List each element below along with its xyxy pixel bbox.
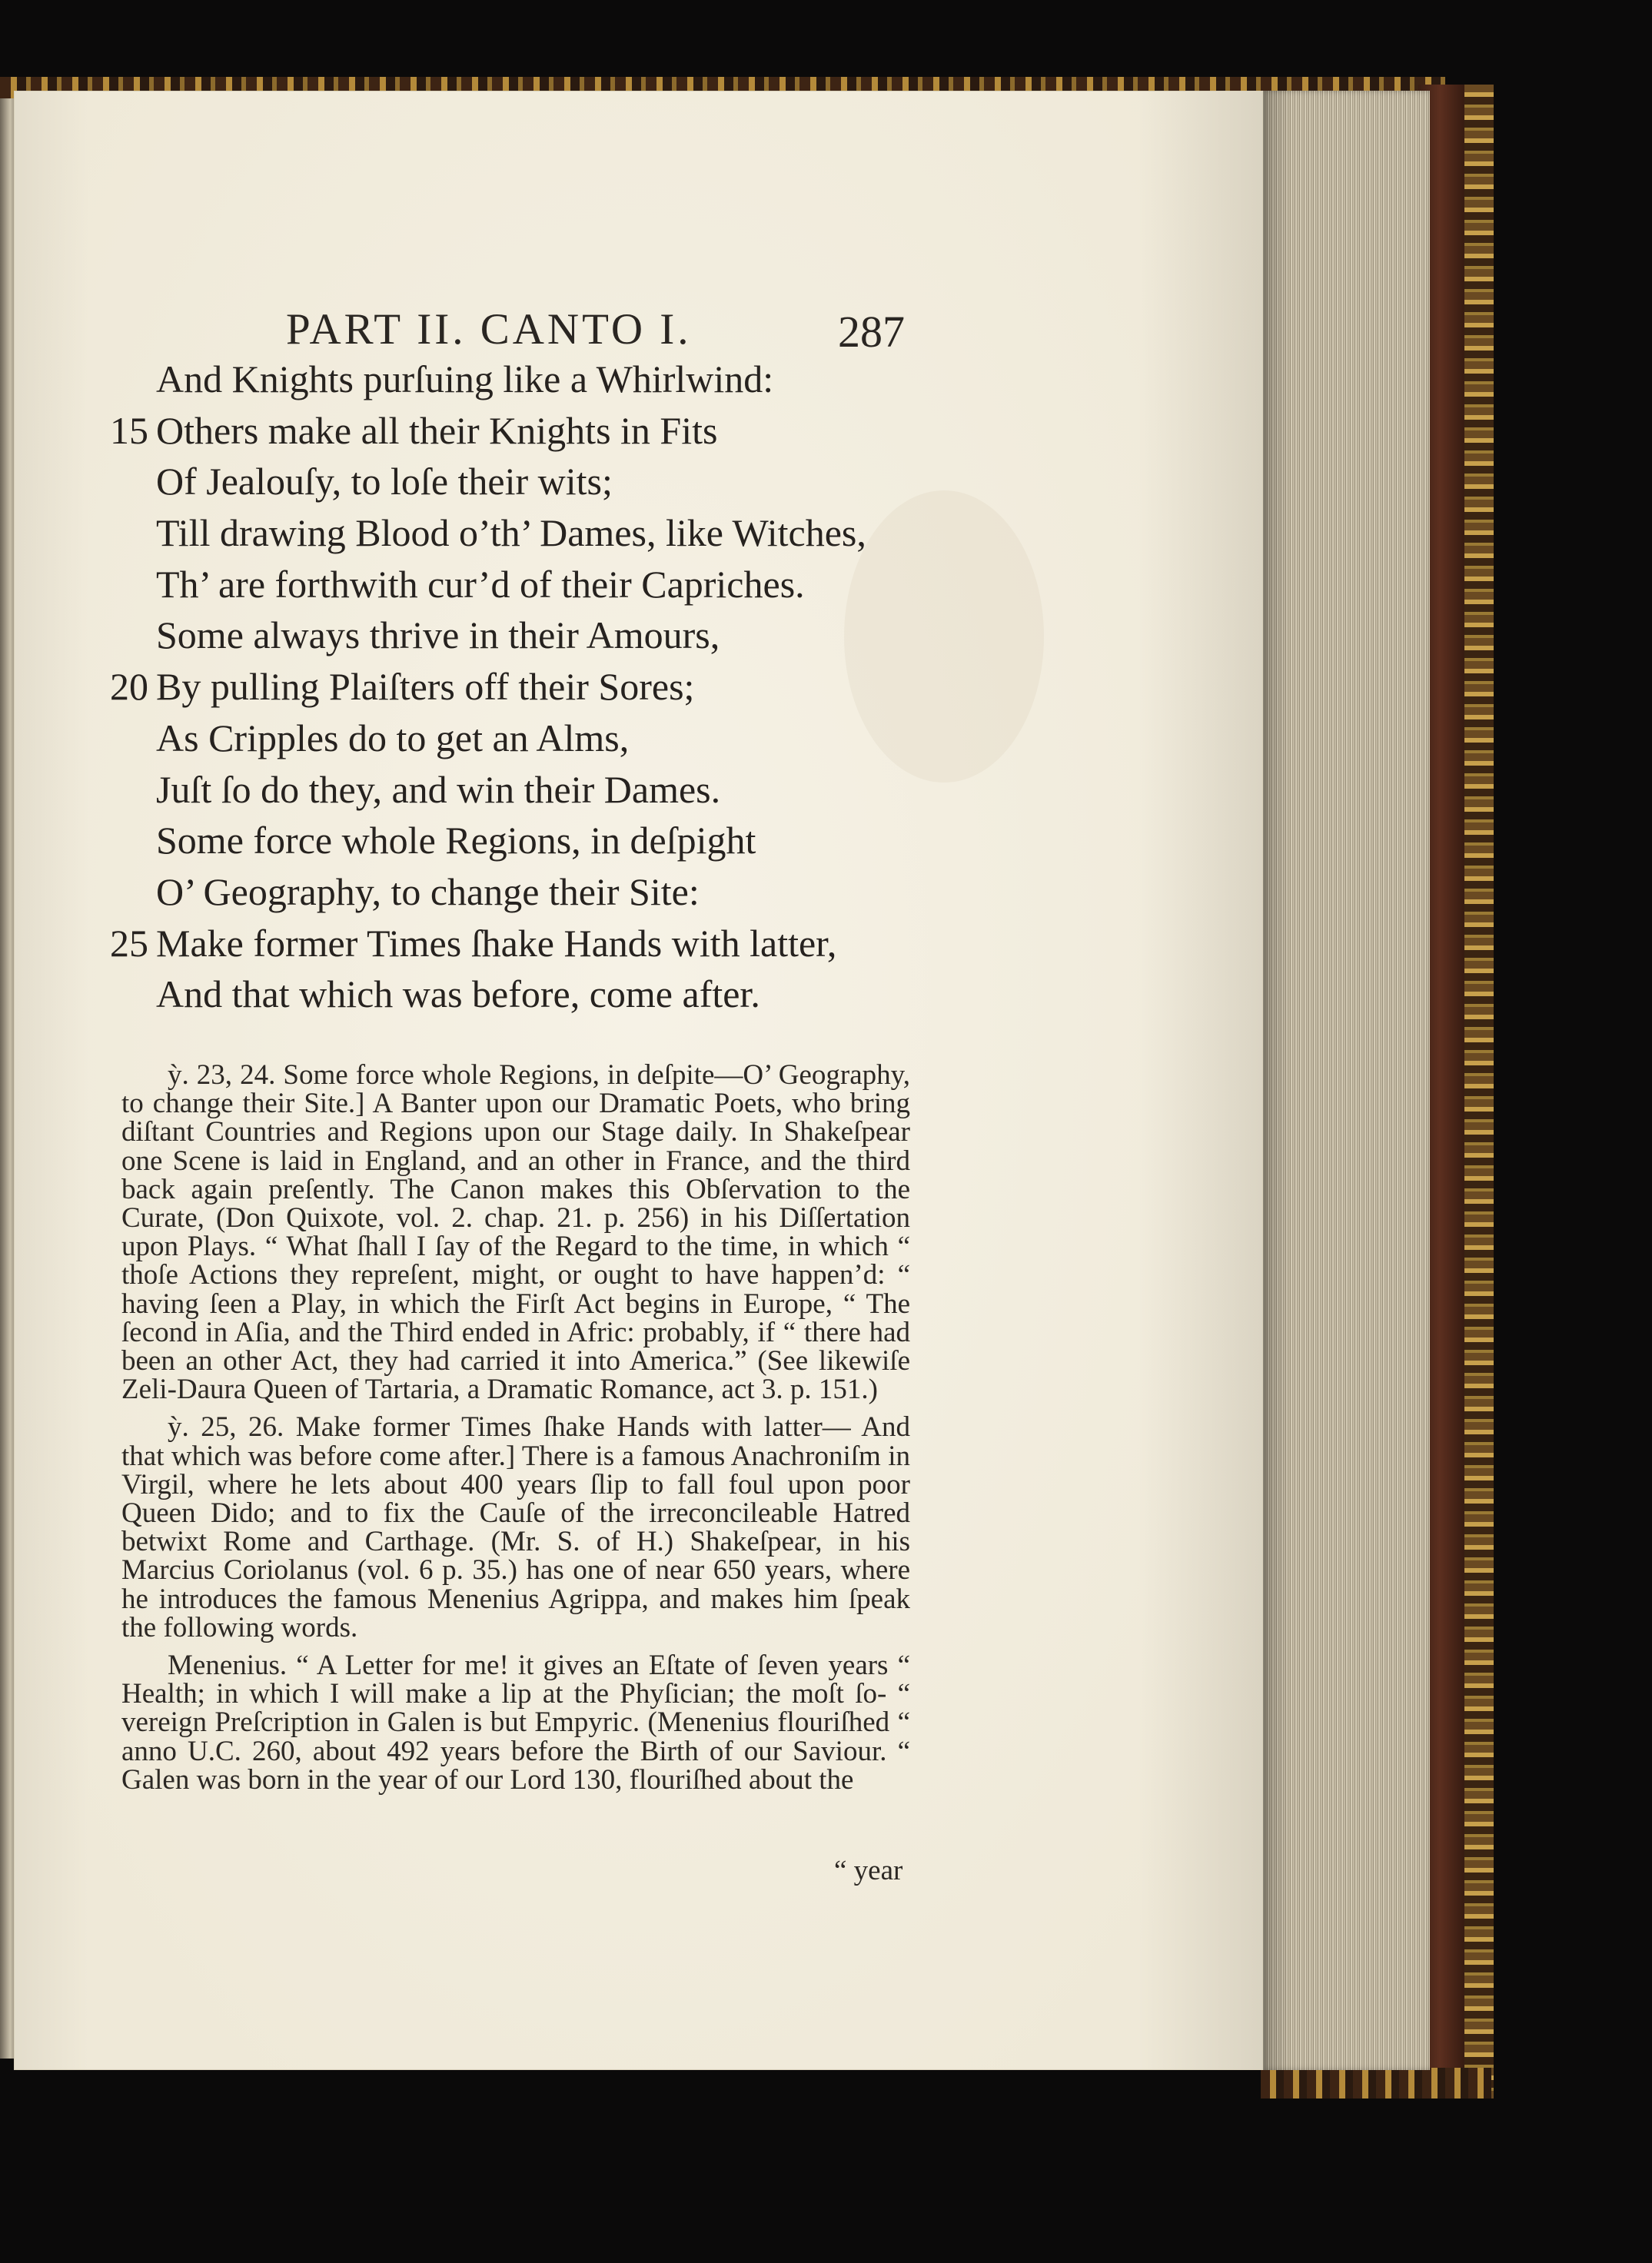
verse-text: As Cripples do to get an Alms, xyxy=(156,716,630,759)
verse-text: Till drawing Blood o’th’ Dames, like Witches, xyxy=(156,511,866,555)
verse-line xyxy=(156,456,971,507)
verse-text: And Knights purſuing like a Whirlwind: xyxy=(156,357,774,400)
verse-line xyxy=(156,969,971,1020)
gilt-side-border xyxy=(1464,85,1494,2099)
line-number: 20 xyxy=(110,665,148,709)
footnotes xyxy=(121,1061,910,1803)
verse-line xyxy=(156,764,971,816)
verse-block xyxy=(110,354,971,1020)
line-number: 25 xyxy=(110,921,148,965)
page-number: 287 xyxy=(838,307,905,357)
verse-line xyxy=(110,661,971,713)
verse-line xyxy=(156,354,971,405)
verse-line xyxy=(156,507,971,559)
verse-line xyxy=(110,405,971,457)
catchword: “ year xyxy=(834,1855,903,1886)
running-title: PART II. CANTO I. xyxy=(286,305,692,354)
verse-text: O’ Geography, to change their Site: xyxy=(156,869,700,913)
verse-line xyxy=(156,610,971,661)
gilt-bottom-border xyxy=(1261,2068,1491,2099)
verse-line xyxy=(156,815,971,866)
verse-line xyxy=(110,918,971,969)
verse-line xyxy=(156,559,971,610)
fore-edge-shadow xyxy=(1261,91,1291,2070)
verse-text: Juſt ſo do they, and win their Dames. xyxy=(156,767,721,811)
footnote: Menenius. “ A Letter for me! it gives an Eſtate of ſeven years “ Health; in which I will make a lip at the Phyſician; the moſt ſo- “ vereign Preſcription in Galen is but Empyric. (Menenius flouriſhed “ anno U.C. 260, about 492 years before the Birth of our Saviour. “ Galen was born in the year of our Lord 130, flouriſhed about the xyxy=(121,1650,910,1796)
verse-text: By pulling Plaiſters off their Sores; xyxy=(156,665,695,709)
line-number: 15 xyxy=(110,408,148,452)
verse-text: Some always thrive in their Amours, xyxy=(156,613,720,657)
verse-text: Make former Times ſhake Hands with latter, xyxy=(156,921,837,965)
verse-text: And that which was before, come after. xyxy=(156,972,760,1016)
footnote: ỳ. 25, 26. Make former Times ſhake Hands with latter— And that which was before come after.] There is a famous Anachroniſm in Virgil, where he lets about 400 years ſlip to fall foul upon poor Queen Dido; and to fix the Cauſe of the irreconcileable Hatred betwixt Rome and Carthage. (Mr. S. of H.) Shakeſpear, in his Marcius Coriolanus (vol. 6 p. 35.) has one of near 650 years, where he introduces the famous Menenius Agrippa, and makes him ſpeak the following words. xyxy=(121,1411,910,1643)
verse-text: Th’ are forthwith cur’d of their Capriches. xyxy=(156,562,805,606)
footnote: ỳ. 23, 24. Some force whole Regions, in deſpite—O’ Geography, to change their Site.] A Banter upon our Dramatic Poets, who bring diſtant Countries and Regions upon our Stage daily. In Shakeſpear one Scene is laid in England, and an other in France, and the third back again preſently. The Canon makes this Obſervation to the Curate, (Don Quixote, vol. 2. chap. 21. p. 256) in his Diſſertation upon Plays. “ What ſhall I ſay of the Regard to the time, in which “ thoſe Actions they repreſent, might, or ought to have happen’d: “ having ſeen a Play, in which the Firſt Act begins in Europe, “ The ſecond in Aſia, and the Third ended in Afric: probably, if “ there had been an other Act, they had carried it into America.” (See likewiſe Zeli-Daura Queen of Tartaria, a Dramatic Romance, act 3. p. 151.) xyxy=(121,1059,910,1406)
verse-text: Some force whole Regions, in deſpight xyxy=(156,819,756,862)
verse-line xyxy=(156,866,971,918)
verse-text: Of Jealouſy, to loſe their wits; xyxy=(156,460,613,503)
verse-line xyxy=(156,713,971,764)
verse-text: Others make all their Knights in Fits xyxy=(156,408,718,452)
